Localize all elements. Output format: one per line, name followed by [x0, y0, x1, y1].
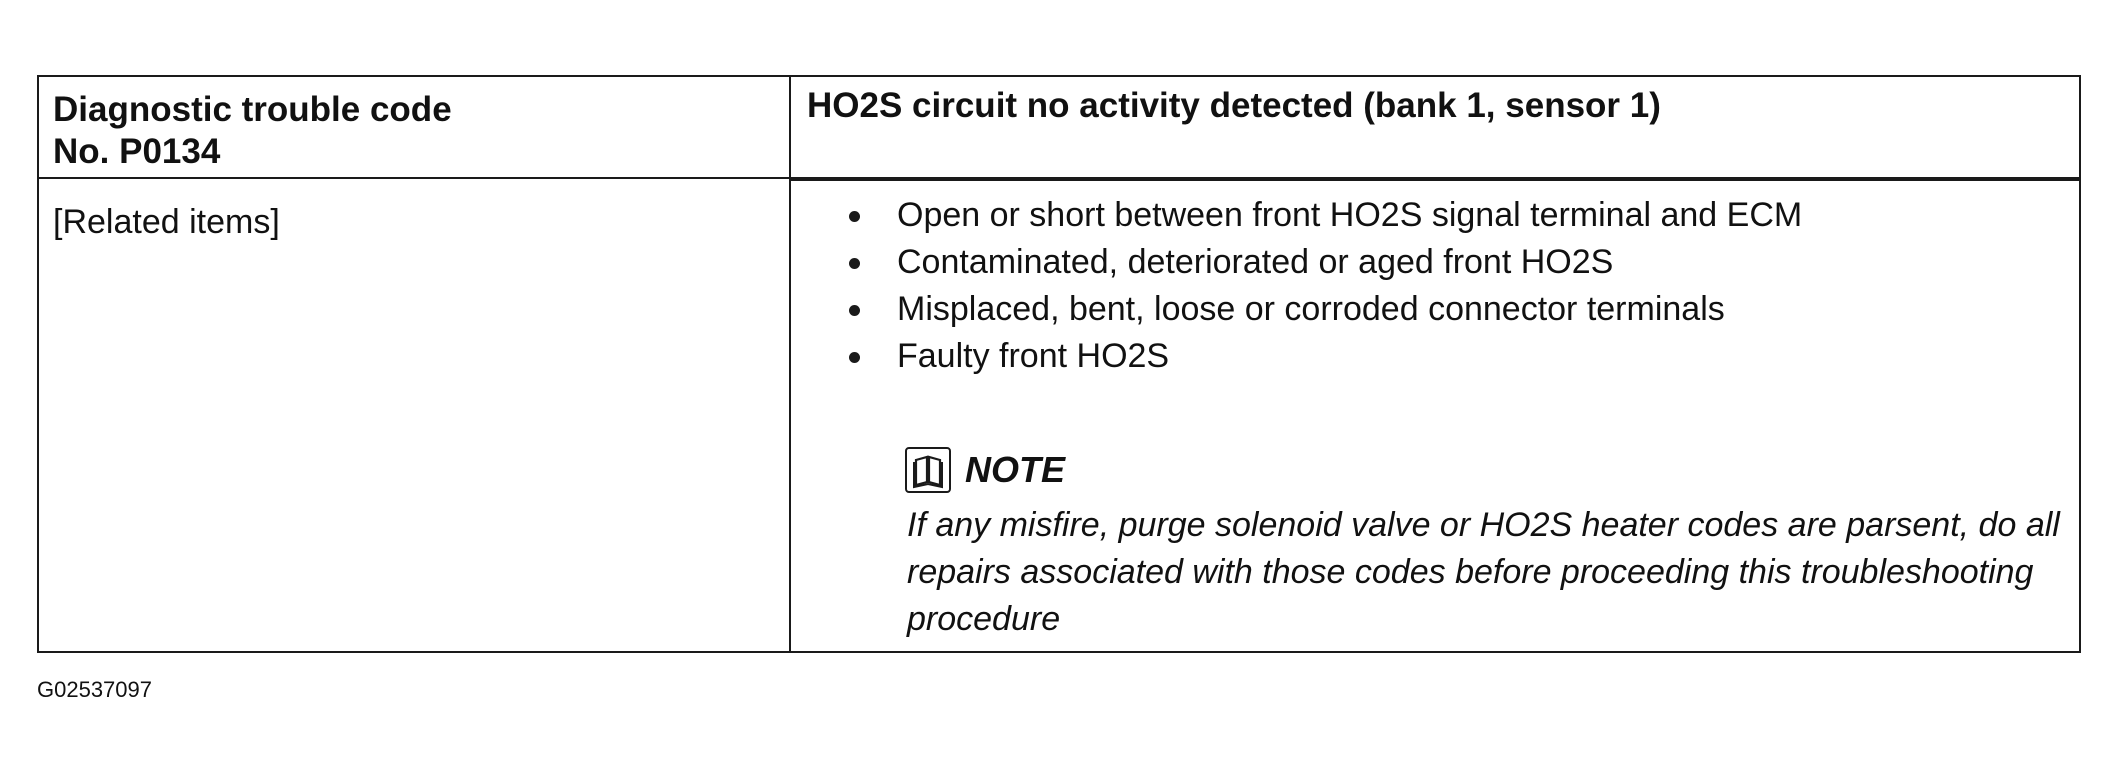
related-items-list	[849, 192, 2059, 380]
code-label-line2: No. P0134	[53, 132, 221, 171]
figure-id: G02537097	[37, 677, 152, 702]
related-item-text: Faulty front HO2S	[897, 337, 1170, 375]
bullet-icon	[849, 305, 860, 316]
code-cell	[53, 89, 773, 173]
book-icon	[905, 447, 951, 493]
row-divider-right	[791, 179, 2081, 181]
related-item-text: Open or short between front HO2S signal terminal and ECM	[897, 196, 1803, 234]
list-item	[849, 239, 2059, 286]
note-heading	[905, 443, 1065, 497]
bullet-icon	[849, 211, 860, 222]
column-divider	[789, 77, 791, 651]
list-item	[849, 192, 2059, 239]
related-items-label: [Related items]	[53, 203, 280, 241]
note-text: If any misfire, purge solenoid valve or HO2S heater codes are parsent, do all repairs associated with those codes before proceeding this troubleshooting procedure	[907, 506, 2060, 638]
code-label-line1: Diagnostic trouble code	[53, 90, 452, 129]
note-label: NOTE	[965, 449, 1066, 490]
list-item	[849, 333, 2059, 380]
list-item	[849, 286, 2059, 333]
bullet-icon	[849, 258, 860, 269]
bullet-icon	[849, 352, 860, 363]
related-item-text: Misplaced, bent, loose or corroded connector terminals	[897, 290, 1725, 328]
dtc-table	[37, 75, 2081, 653]
code-title: HO2S circuit no activity detected (bank 1, sensor 1)	[807, 86, 1661, 125]
related-item-text: Contaminated, deteriorated or aged front HO2S	[897, 243, 1614, 281]
